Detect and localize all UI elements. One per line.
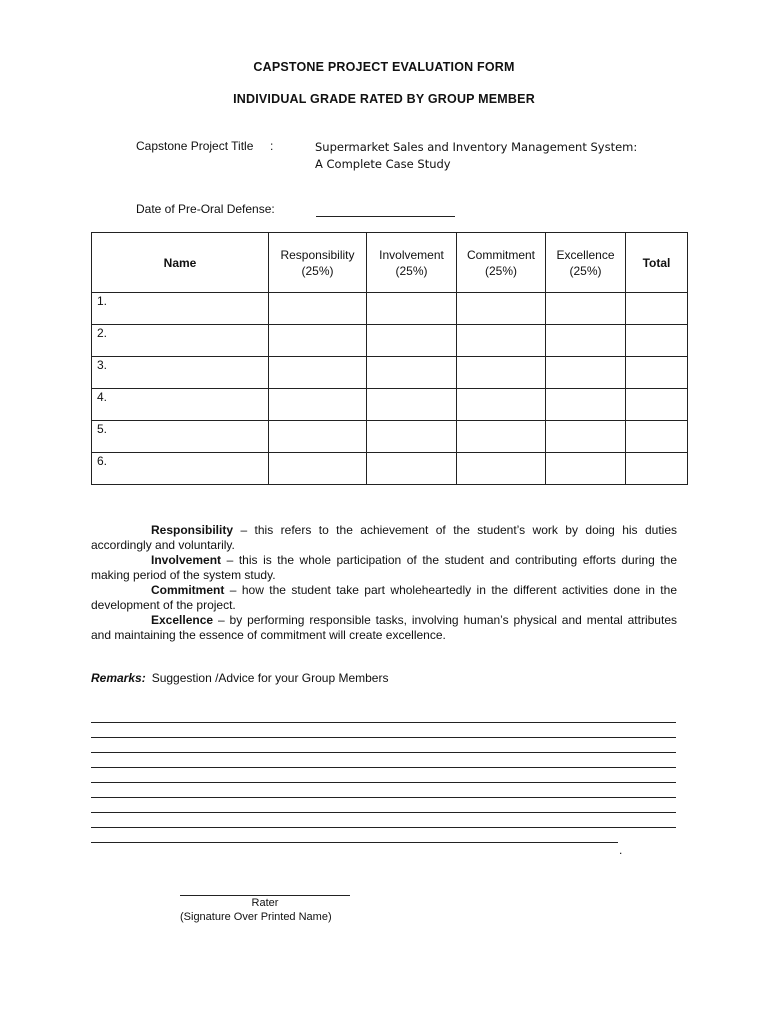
- commitment-cell[interactable]: [457, 293, 546, 325]
- header-involvement-pct: (25%): [395, 264, 428, 278]
- criteria-definitions: [91, 523, 677, 643]
- responsibility-cell[interactable]: [269, 293, 367, 325]
- remarks-line[interactable]: [91, 827, 676, 828]
- remarks-line[interactable]: [91, 797, 676, 798]
- table-row: [92, 453, 688, 485]
- remarks-line[interactable]: [91, 842, 618, 843]
- commitment-cell[interactable]: [457, 389, 546, 421]
- remarks-line[interactable]: [91, 737, 676, 738]
- total-cell[interactable]: [626, 357, 688, 389]
- table-row: [92, 389, 688, 421]
- total-cell[interactable]: [626, 325, 688, 357]
- table-row: [92, 421, 688, 453]
- responsibility-cell[interactable]: [269, 453, 367, 485]
- header-name: Name: [92, 233, 269, 293]
- grade-table: [91, 232, 688, 485]
- signature-line[interactable]: [180, 895, 350, 896]
- row-number-cell[interactable]: 2.: [92, 325, 269, 357]
- total-cell[interactable]: [626, 293, 688, 325]
- header-commitment: [457, 233, 546, 293]
- excellence-cell[interactable]: [546, 325, 626, 357]
- remarks-line[interactable]: [91, 782, 676, 783]
- header-commitment-label: Commitment: [466, 248, 535, 262]
- responsibility-cell[interactable]: [269, 389, 367, 421]
- header-responsibility-label: Responsibility: [280, 248, 355, 262]
- text-commitment: – how the student take part wholeheartedly in the different activities done in the development of the project.: [91, 583, 677, 612]
- table-row: [92, 293, 688, 325]
- form-subtitle: INDIVIDUAL GRADE RATED BY GROUP MEMBER: [233, 92, 535, 106]
- term-excellence: Excellence: [151, 613, 214, 627]
- row-number-cell[interactable]: 6.: [92, 453, 269, 485]
- term-responsibility: Responsibility: [151, 523, 234, 537]
- term-commitment: Commitment: [151, 583, 225, 597]
- involvement-cell[interactable]: [367, 357, 457, 389]
- header-responsibility-pct: (25%): [301, 264, 334, 278]
- row-number-cell[interactable]: 3.: [92, 357, 269, 389]
- header-involvement-label: Involvement: [379, 248, 444, 262]
- header-involvement: [367, 233, 457, 293]
- table-row: [92, 325, 688, 357]
- definition-involvement: [91, 553, 677, 583]
- excellence-cell[interactable]: [546, 389, 626, 421]
- remarks-instruction: Suggestion /Advice for your Group Members: [151, 671, 389, 685]
- excellence-cell[interactable]: [546, 293, 626, 325]
- definition-excellence: [91, 613, 677, 643]
- project-title-line-1: Supermarket Sales and Inventory Management System:: [315, 140, 638, 154]
- term-involvement: Involvement: [151, 553, 222, 567]
- row-number-cell[interactable]: 4.: [92, 389, 269, 421]
- total-cell[interactable]: [626, 389, 688, 421]
- responsibility-cell[interactable]: [269, 421, 367, 453]
- commitment-cell[interactable]: [457, 421, 546, 453]
- excellence-cell[interactable]: [546, 357, 626, 389]
- header-responsibility: [269, 233, 367, 293]
- project-title-line-2: A Complete Case Study: [315, 157, 451, 171]
- row-number-cell[interactable]: 1.: [92, 293, 269, 325]
- header-commitment-pct: (25%): [484, 264, 517, 278]
- remarks-label: Remarks:: [91, 671, 146, 685]
- header-excellence: [546, 233, 626, 293]
- total-cell[interactable]: [626, 421, 688, 453]
- project-title-label: Capstone Project Title: [136, 139, 254, 153]
- header-total: Total: [626, 233, 688, 293]
- remarks-end-mark: .: [619, 843, 623, 857]
- remarks-line[interactable]: [91, 767, 676, 768]
- project-title-value: [315, 139, 637, 173]
- total-cell[interactable]: [626, 453, 688, 485]
- header-excellence-label: Excellence: [556, 248, 615, 262]
- involvement-cell[interactable]: [367, 325, 457, 357]
- responsibility-cell[interactable]: [269, 357, 367, 389]
- text-involvement: – this is the whole participation of the student and contributing efforts during the making period of the system study.: [91, 553, 677, 582]
- involvement-cell[interactable]: [367, 453, 457, 485]
- commitment-cell[interactable]: [457, 357, 546, 389]
- remarks-line[interactable]: [91, 752, 676, 753]
- involvement-cell[interactable]: [367, 421, 457, 453]
- remarks-line[interactable]: [91, 722, 676, 723]
- involvement-cell[interactable]: [367, 293, 457, 325]
- grade-table-header: [92, 233, 688, 293]
- commitment-cell[interactable]: [457, 453, 546, 485]
- responsibility-cell[interactable]: [269, 325, 367, 357]
- excellence-cell[interactable]: [546, 421, 626, 453]
- date-label: Date of Pre-Oral Defense:: [136, 202, 275, 216]
- project-title-colon: :: [270, 139, 274, 153]
- row-number-cell[interactable]: 5.: [92, 421, 269, 453]
- signature-rater-label: Rater: [251, 897, 279, 909]
- signature-description: (Signature Over Printed Name): [180, 911, 332, 923]
- remarks-line[interactable]: [91, 812, 676, 813]
- date-blank-line[interactable]: [316, 216, 455, 217]
- involvement-cell[interactable]: [367, 389, 457, 421]
- remarks-heading: [91, 671, 388, 685]
- definition-responsibility: [91, 523, 677, 553]
- excellence-cell[interactable]: [546, 453, 626, 485]
- definition-commitment: [91, 583, 677, 613]
- form-title: CAPSTONE PROJECT EVALUATION FORM: [253, 60, 515, 74]
- commitment-cell[interactable]: [457, 325, 546, 357]
- text-excellence: – by performing responsible tasks, involving human’s physical and mental attributes and maintaining the essence of commitment will create excellence.: [91, 613, 677, 642]
- table-row: [92, 357, 688, 389]
- header-excellence-pct: (25%): [569, 264, 602, 278]
- text-responsibility: – this refers to the achievement of the student’s work by doing his duties accordingly and voluntarily.: [91, 523, 677, 552]
